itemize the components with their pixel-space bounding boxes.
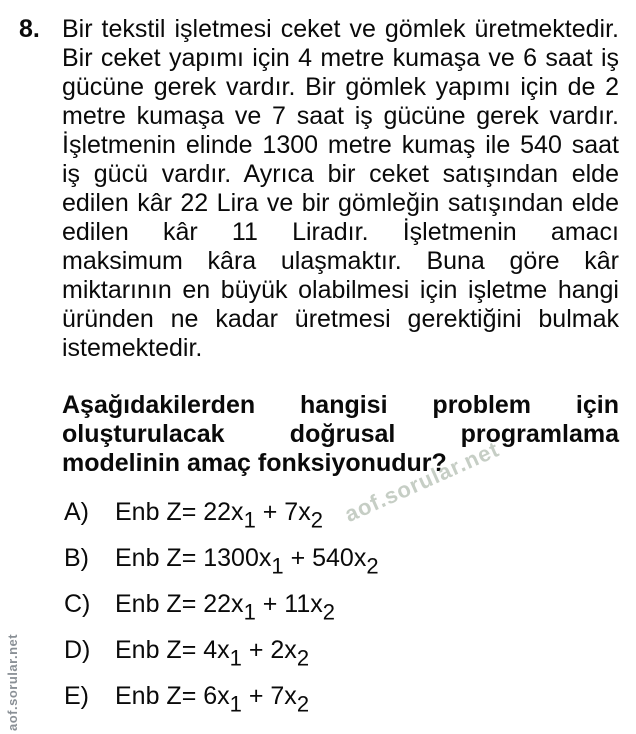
body-line: İşletmenin elinde 1300 metre kumaş ile 540 saat [62,131,619,159]
answer-option [64,681,604,727]
option-formula: Enb $Z= 4x_1 + 2x_2$ [115,636,310,671]
body-line: Bir tekstil işletmesi ceket ve gömlek üretmektedir. [62,15,619,43]
question-number: 8. [19,15,40,43]
formula-subscript: 1 [243,507,256,533]
answer-options [64,497,604,727]
body-line: üründen ne kadar üretmesi gerektiğini bulmak [62,305,619,333]
option-formula: Enb $Z= 6x_1 + 7x_2$ [115,682,310,717]
body-line: edilen kâr 22 Lira ve bir gömleğin satışından elde [62,189,619,217]
option-letter: A) [64,498,89,526]
question-prompt [62,391,619,478]
option-letter: C) [64,590,91,618]
formula-subscript: 1 [271,553,284,579]
body-line: istemektedir. [62,334,203,362]
answer-option [64,497,604,543]
body-line: maksimum kâra ulaşmaktır. Buna göre kâr [62,247,619,275]
watermark-vertical: aof.sorular.net [5,633,20,731]
option-letter: B) [64,544,89,572]
body-line: miktarının en büyük olabilmesi için işletme hangi [62,276,619,304]
answer-option [64,635,604,681]
watermark-diagonal: aof.sorular.net [340,436,504,527]
body-line: iş gücü vardır. Ayrıca bir ceket satışından elde [62,160,619,188]
option-letter: D) [64,636,91,664]
formula-subscript: 2 [322,599,336,625]
prompt-line: Aşağıdakilerden hangisi problem için [62,391,619,419]
prompt-line: oluşturulacak doğrusal programlama [62,420,619,448]
option-letter: E) [64,682,89,710]
body-line: Bir ceket yapımı için 4 metre kumaşa ve 6 saat iş [62,44,619,72]
option-formula: Enb $Z= 22x_1 + 7x_2$ [115,498,323,533]
formula-subscript: 1 [229,691,242,717]
formula-subscript: 2 [296,691,310,717]
formula-subscript: 2 [366,553,379,579]
body-line: edilen kâr 11 Liradır. İşletmenin amacı [62,218,619,246]
body-line: gücüne gerek vardır. Bir gömlek yapımı için de 2 [62,73,619,101]
question-body [62,15,619,363]
formula-subscript: 1 [243,599,256,625]
formula-subscript: 2 [296,645,310,671]
answer-option [64,589,604,635]
option-formula: Enb $Z= 22x_1 + 11x_2$ [115,590,336,625]
option-formula: Enb $Z= 1300x_1 + 540x_2$ [115,544,379,579]
prompt-line: modelinin amaç fonksiyonudur? [62,449,447,477]
body-line: metre kumaşa ve 7 saat iş gücüne gerek vardır. [62,102,619,130]
formula-subscript: 2 [310,507,323,533]
formula-subscript: 1 [229,645,242,671]
answer-option [64,543,604,589]
